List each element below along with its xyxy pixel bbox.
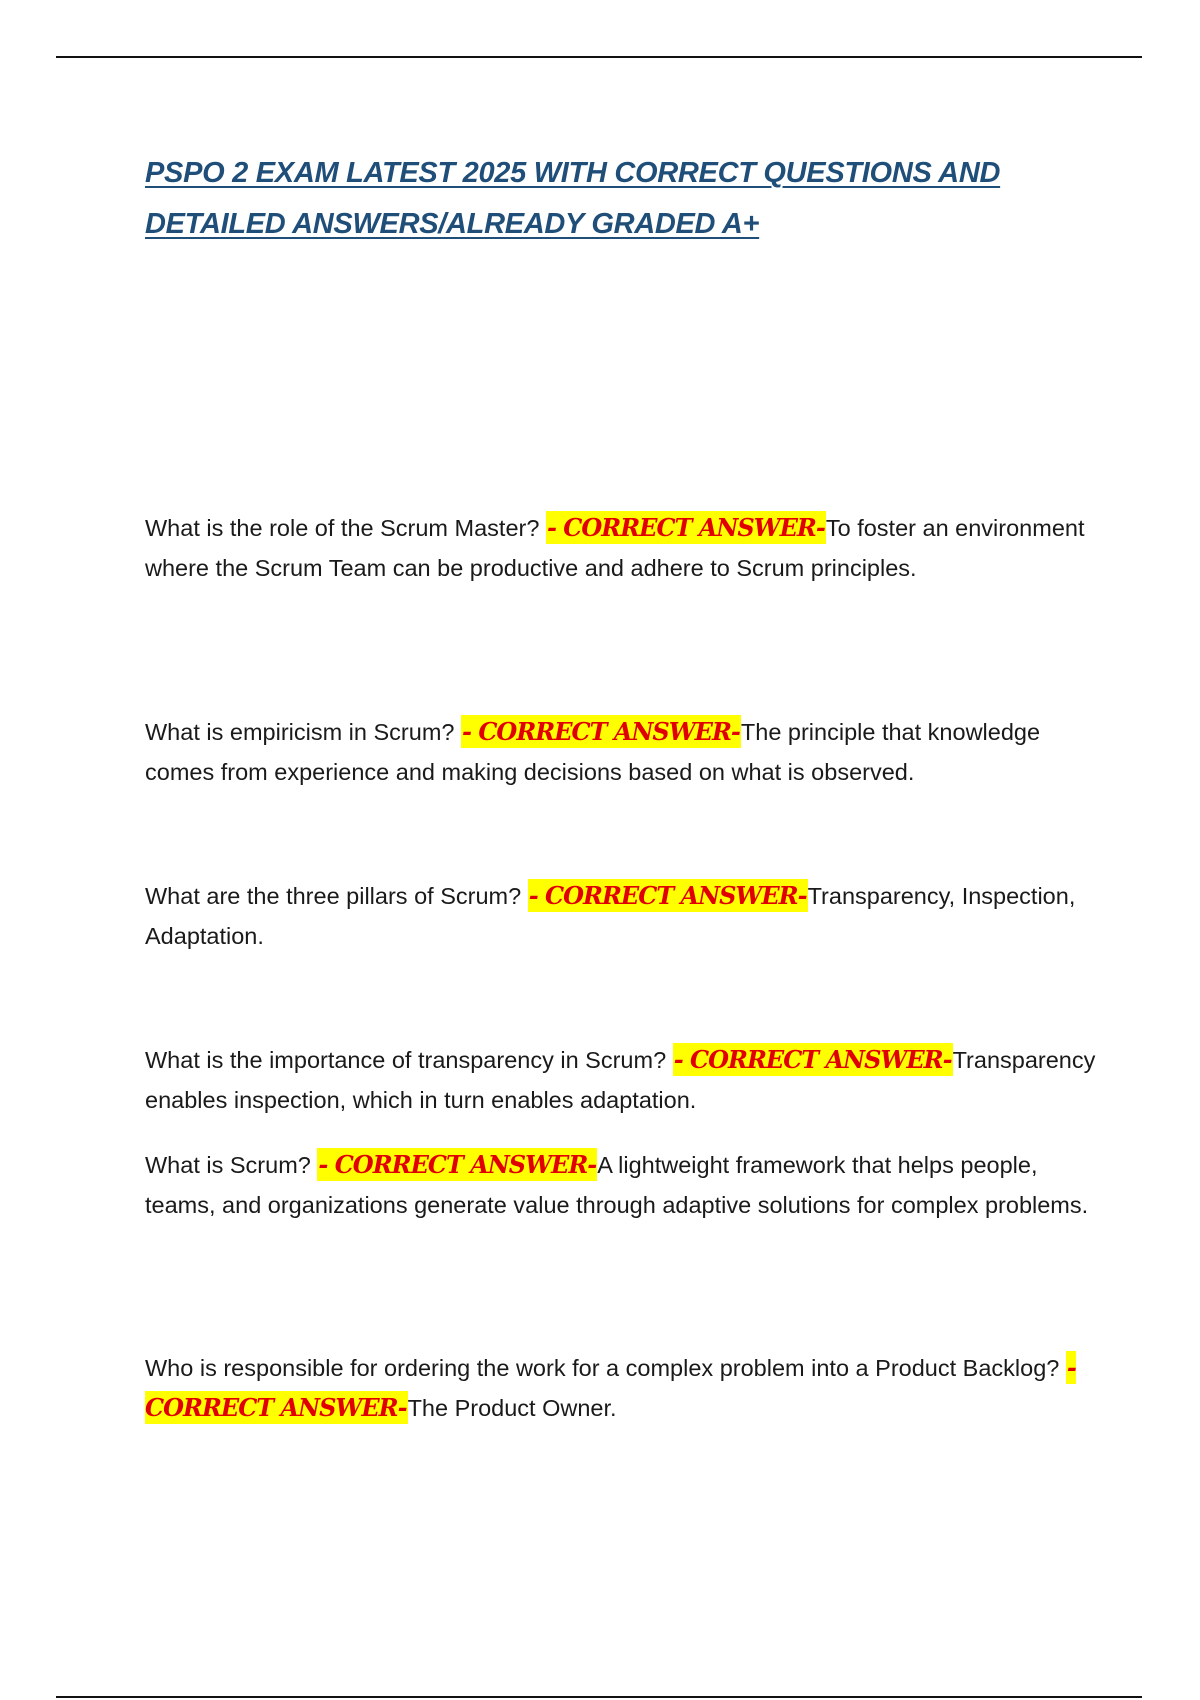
question-text: What is empiricism in Scrum?: [145, 719, 455, 745]
question-text: What is the importance of transparency in Scrum?: [145, 1047, 667, 1073]
question-text: What is the role of the Scrum Master?: [145, 515, 540, 541]
answer-text: The Product Owner.: [407, 1395, 617, 1421]
qa-item-4: [145, 1040, 1100, 1120]
qa-item-2: [145, 712, 1100, 792]
answer-text: To foster an environment where the Scrum Team can be productive and adhere to Scrum principles.: [145, 515, 1085, 581]
question-text: What are the three pillars of Scrum?: [145, 883, 522, 909]
correct-answer-tag: - CORRECT ANSWER-: [318, 1150, 597, 1179]
correct-answer-tag: - CORRECT ANSWER-: [546, 513, 825, 542]
qa-item-6: [145, 1348, 1100, 1428]
correct-answer-tag: - CORRECT ANSWER-: [462, 717, 740, 746]
qa-item-1: [145, 508, 1100, 588]
correct-answer-tag: - CORRECT ANSWER-: [673, 1045, 952, 1074]
top-divider: [56, 56, 1142, 58]
answer-text: Transparency, Inspection, Adaptation.: [145, 883, 1076, 949]
question-text: What is Scrum?: [145, 1152, 311, 1178]
answer-text: Transparency enables inspection, which in turn enables adaptation.: [145, 1047, 1096, 1113]
bottom-divider: [56, 1696, 1142, 1698]
answer-text: The principle that knowledge comes from experience and making decisions based on what is observed.: [145, 719, 1041, 785]
qa-item-5: [145, 1145, 1100, 1225]
document-title: PSPO 2 EXAM LATEST 2025 WITH CORRECT QUESTIONS AND DETAILED ANSWERS/ALREADY GRADED A+: [145, 157, 1001, 240]
qa-item-3: [145, 876, 1100, 956]
question-text: Who is responsible for ordering the work for a complex problem into a Product Backlog?: [145, 1355, 1060, 1381]
correct-answer-tag: - CORRECT ANSWER-: [145, 1353, 1076, 1422]
correct-answer-tag: - CORRECT ANSWER-: [528, 881, 807, 910]
answer-text: A lightweight framework that helps people, teams, and organizations generate value through adaptive solutions for complex problems.: [145, 1152, 1089, 1218]
